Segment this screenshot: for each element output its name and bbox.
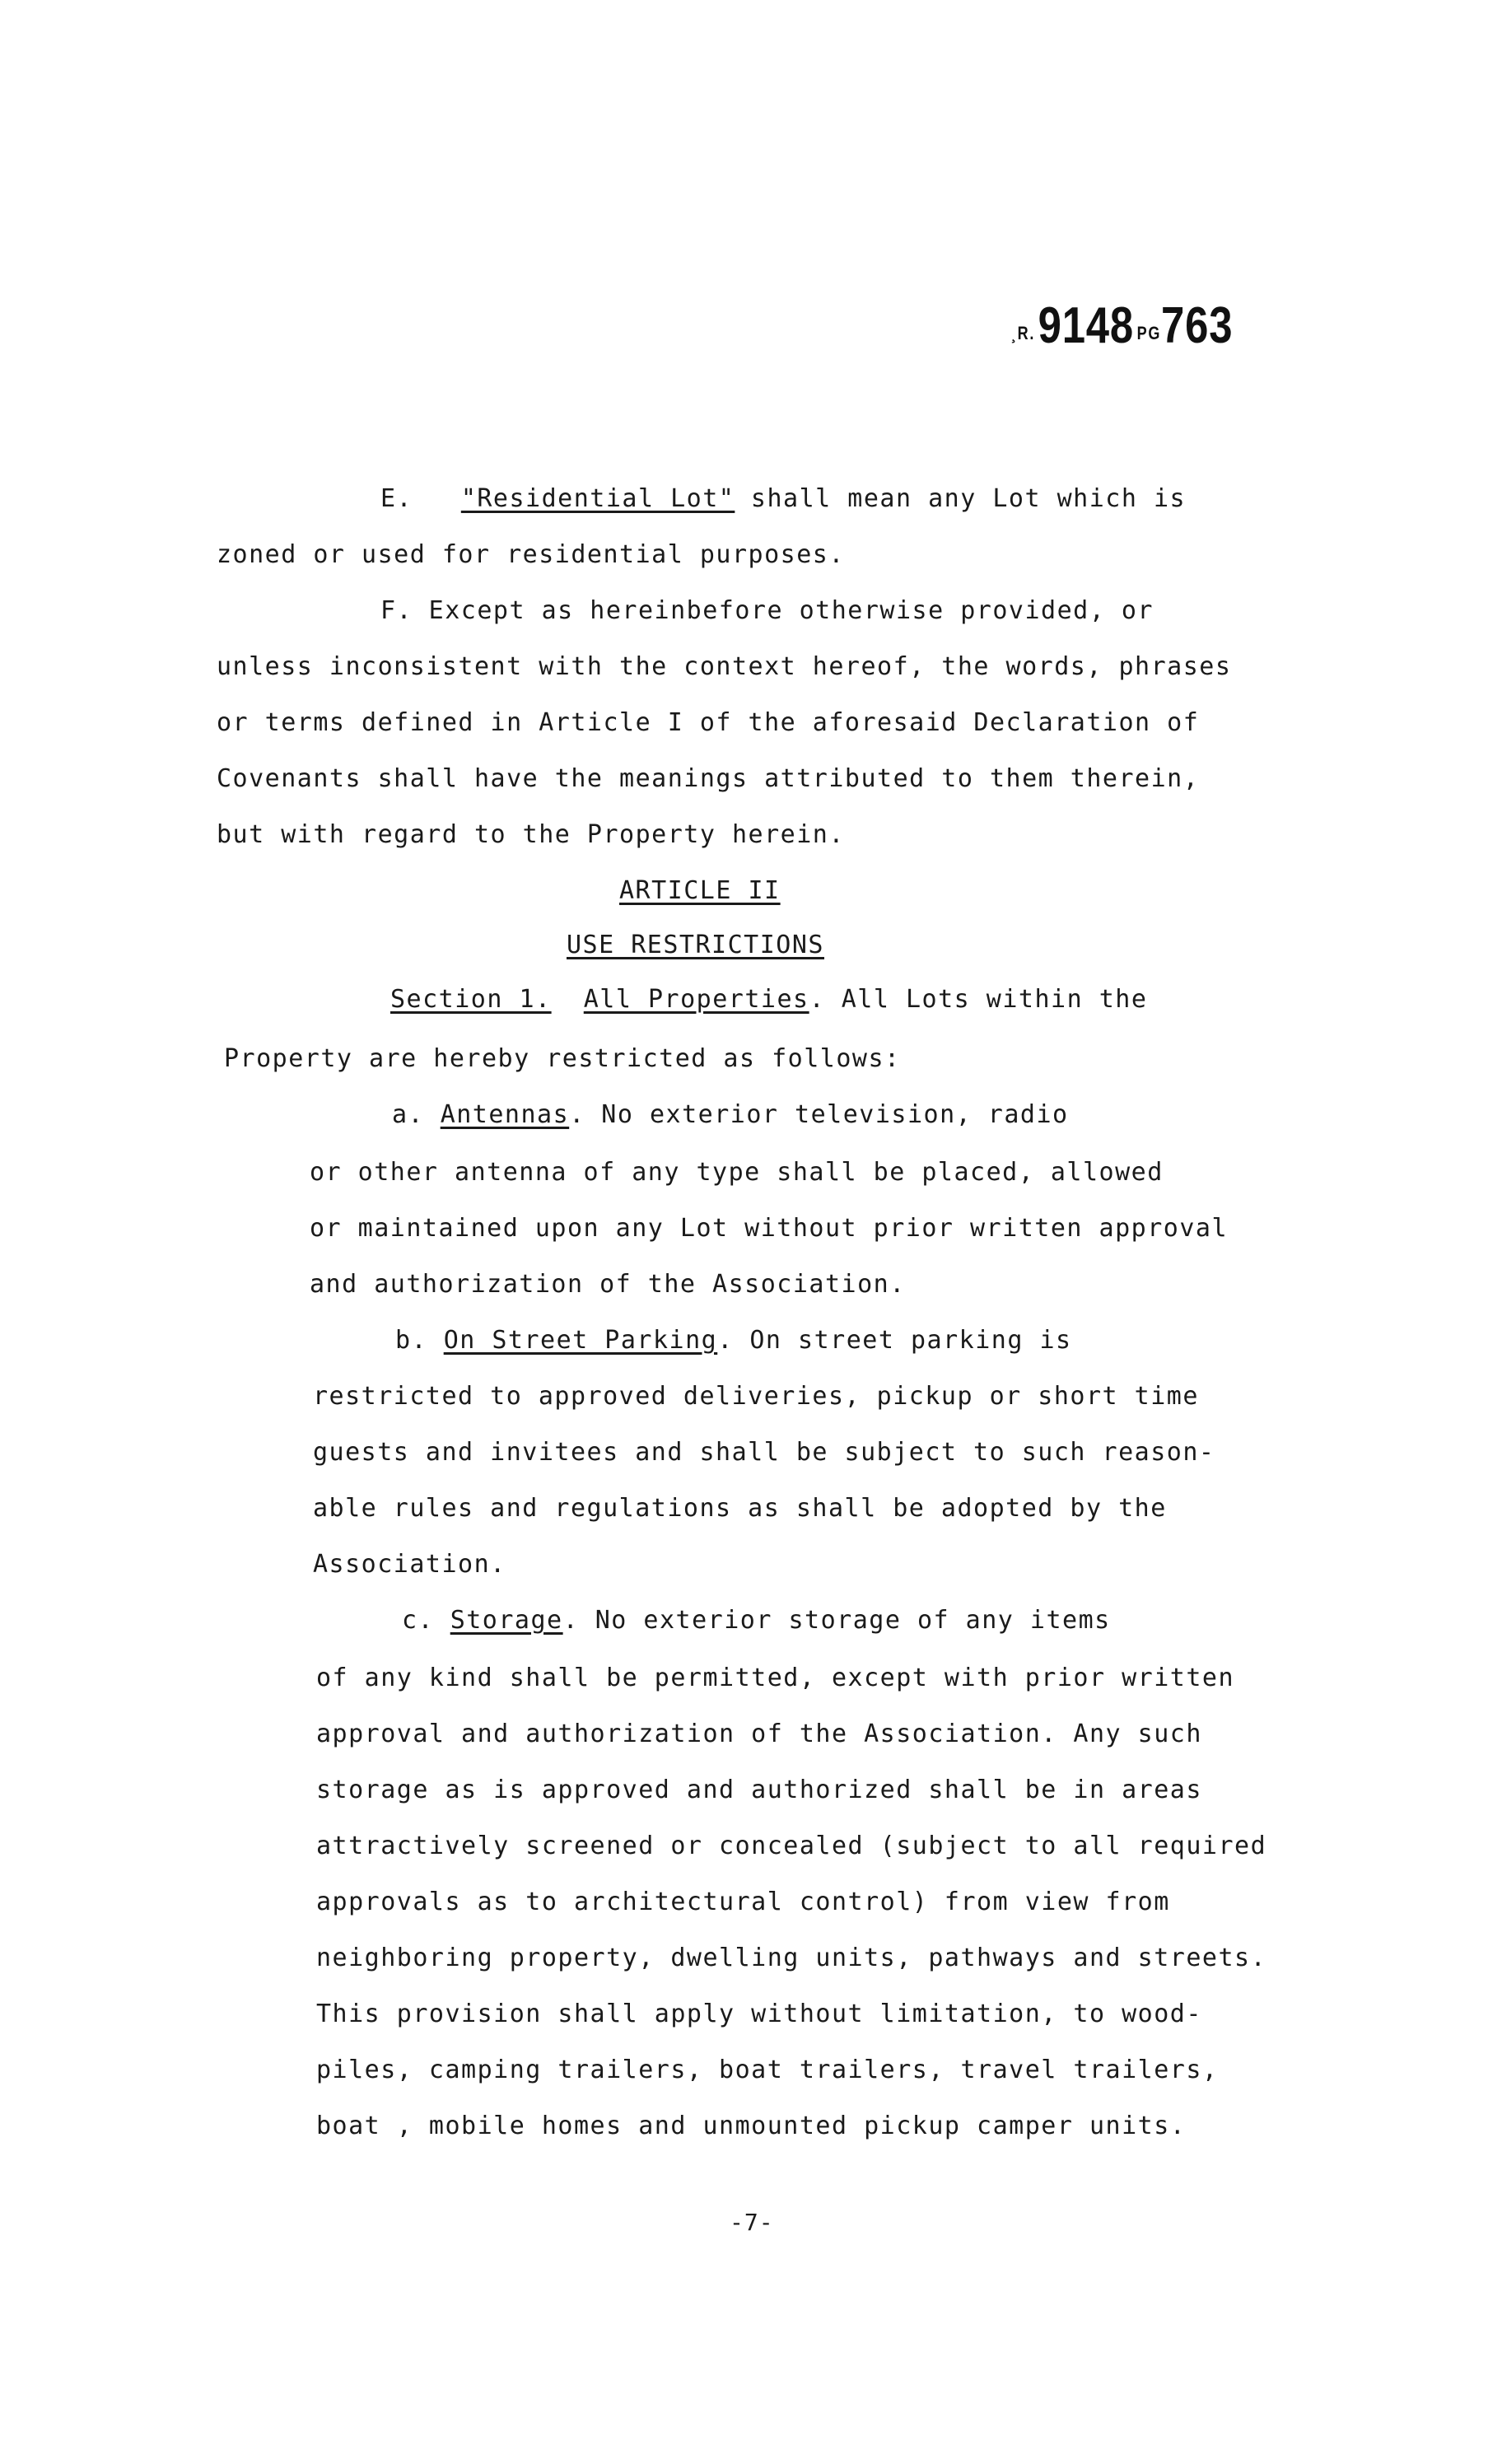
article-heading: ARTICLE II bbox=[619, 876, 781, 905]
section-heading-use-restrictions: USE RESTRICTIONS bbox=[567, 931, 824, 959]
paragraph-e-line-1: E. "Residential Lot" shall mean any Lot which is bbox=[380, 484, 1187, 513]
item-c-line-1: c. Storage. No exterior storage of any items bbox=[402, 1606, 1111, 1635]
item-a-line-3: or maintained upon any Lot without prior written approval bbox=[310, 1214, 1229, 1243]
term-all-properties: All Properties bbox=[583, 985, 809, 1014]
item-c-line-6: approvals as to architectural control) from view from bbox=[316, 1888, 1170, 1916]
item-c-line-10: boat , mobile homes and unmounted pickup camper units. bbox=[316, 2112, 1187, 2140]
item-c-line-2: of any kind shall be permitted, except with prior written bbox=[316, 1664, 1235, 1692]
item-c-line-3: approval and authorization of the Association. Any such bbox=[316, 1720, 1202, 1748]
term-antennas: Antennas bbox=[440, 1100, 570, 1129]
item-c-line-5: attractively screened or concealed (subject to all required bbox=[316, 1832, 1267, 1860]
page-number-footer: -7- bbox=[730, 2209, 774, 2236]
term-on-street-parking: On Street Parking bbox=[443, 1326, 718, 1355]
item-b-line-2: restricted to approved deliveries, pickup or short time bbox=[313, 1382, 1199, 1411]
paragraph-f-line-5: but with regard to the Property herein. bbox=[217, 820, 845, 849]
item-b-line-4: able rules and regulations as shall be adopted by the bbox=[313, 1494, 1167, 1523]
item-a-line-4: and authorization of the Association. bbox=[310, 1270, 906, 1299]
item-b-line-1: b. On Street Parking. On street parking is bbox=[395, 1326, 1072, 1355]
item-c-line-9: piles, camping trailers, boat trailers, travel trailers, bbox=[316, 2056, 1219, 2084]
item-a-line-2: or other antenna of any type shall be placed, allowed bbox=[310, 1158, 1164, 1187]
item-b-line-3: guests and invitees and shall be subject to such reason- bbox=[313, 1438, 1215, 1467]
item-a-line-1: a. Antennas. No exterior television, radio bbox=[392, 1100, 1069, 1129]
paragraph-f-line-4: Covenants shall have the meanings attributed to them therein, bbox=[217, 764, 1200, 793]
section-1-line-2: Property are hereby restricted as follows: bbox=[224, 1044, 901, 1073]
paragraph-e-line-2: zoned or used for residential purposes. bbox=[217, 540, 845, 569]
paragraph-f-line-1: F. Except as hereinbefore otherwise provided, or bbox=[380, 596, 1154, 625]
item-c-line-4: storage as is approved and authorized shall be in areas bbox=[316, 1776, 1202, 1804]
book-number: 9148 bbox=[1038, 297, 1135, 354]
term-storage: Storage bbox=[450, 1606, 563, 1635]
item-b-line-5: Association. bbox=[313, 1550, 506, 1579]
term-residential-lot: "Residential Lot" bbox=[460, 484, 735, 513]
page-prefix: PG bbox=[1136, 323, 1162, 343]
paragraph-f-line-3: or terms defined in Article I of the aforesaid Declaration of bbox=[217, 708, 1200, 737]
section-1-label: Section 1. bbox=[390, 985, 552, 1014]
book-prefix: ¸R. bbox=[1011, 323, 1035, 343]
book-page-stamp bbox=[1011, 296, 1233, 355]
paragraph-f-line-2: unless inconsistent with the context hereof, the words, phrases bbox=[217, 652, 1232, 681]
item-c-line-8: This provision shall apply without limitation, to wood- bbox=[316, 2000, 1202, 2028]
page-number: 763 bbox=[1161, 297, 1234, 354]
section-1-line-1: Section 1. All Properties. All Lots within the bbox=[390, 985, 1148, 1014]
item-c-line-7: neighboring property, dwelling units, pathways and streets. bbox=[316, 1944, 1267, 1972]
